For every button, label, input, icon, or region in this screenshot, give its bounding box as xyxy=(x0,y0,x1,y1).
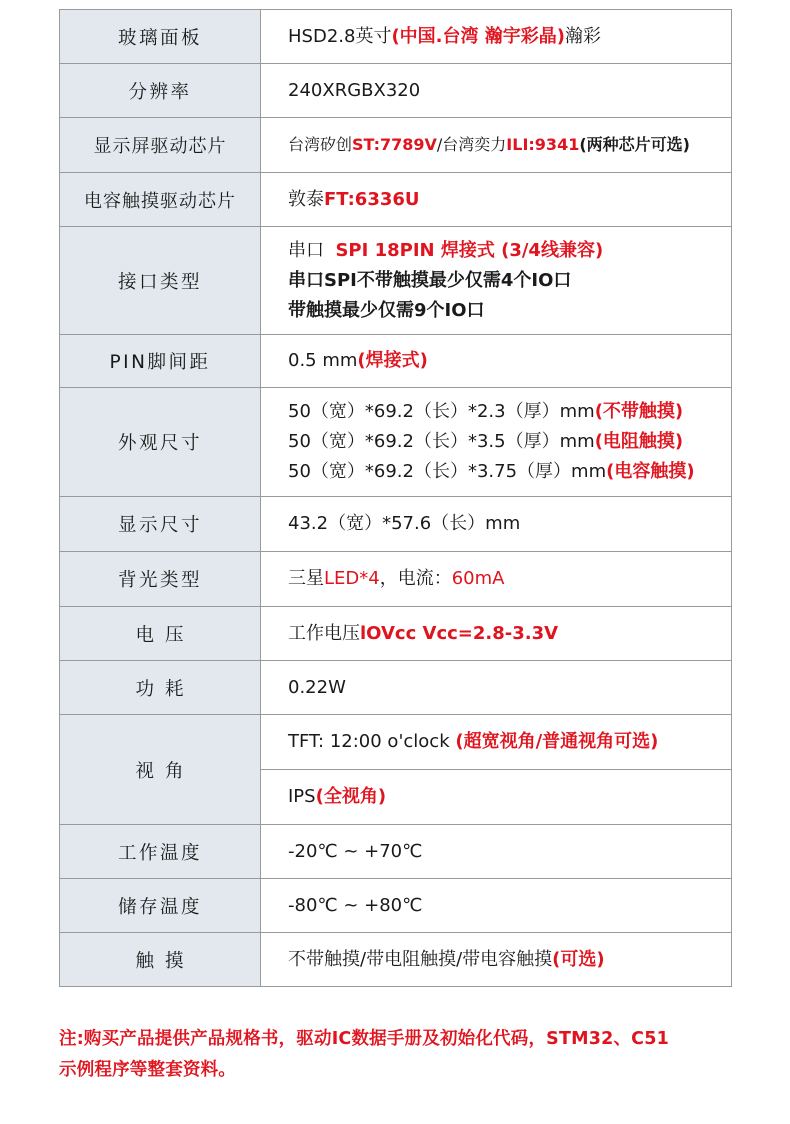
interface-line-3: 带触摸最少仅需9个IO口 xyxy=(288,299,485,321)
value-power: 0.22W xyxy=(261,661,732,715)
label-op-temp: 工作温度 xyxy=(60,825,261,879)
driver-note: (两种芯片可选) xyxy=(579,135,690,154)
row-power xyxy=(60,661,732,715)
label-driver: 显示屏驱动芯片 xyxy=(60,118,261,173)
label-touch-ic: 电容触摸驱动芯片 xyxy=(60,173,261,227)
panel-origin: (中国.台湾 瀚宇彩晶) xyxy=(391,25,566,47)
row-touch-ic xyxy=(60,173,732,227)
value-touch xyxy=(261,933,732,987)
viewing-tft: TFT: 12:00 o'clock xyxy=(288,731,450,752)
outline-note-2: (电阻触摸) xyxy=(594,431,684,452)
outline-note-1: (不带触摸) xyxy=(594,401,684,422)
value-panel xyxy=(261,10,732,64)
row-outline xyxy=(60,388,732,497)
row-backlight xyxy=(60,552,732,607)
driver-chip-1: ST:7789V xyxy=(352,135,437,154)
label-interface: 接口类型 xyxy=(60,227,261,335)
touch-ic-chip: FT:6336U xyxy=(324,188,420,210)
row-resolution xyxy=(60,64,732,118)
value-op-temp: -20℃ ~ +70℃ xyxy=(261,825,732,879)
label-backlight: 背光类型 xyxy=(60,552,261,607)
interface-line-1 xyxy=(288,236,731,266)
viewing-ips-note: (全视角) xyxy=(315,786,387,807)
interface-spec: SPI 18PIN 焊接式 (3/4线兼容) xyxy=(335,239,604,261)
voltage-label: 工作电压 xyxy=(288,622,360,644)
touch-ic-vendor: 敦泰 xyxy=(288,188,324,210)
footnote-line-2: 示例程序等整套资料。 xyxy=(59,1060,236,1080)
driver-vendor-1: 台湾矽创 xyxy=(288,135,353,154)
value-voltage xyxy=(261,607,732,661)
outline-dims-1: 50（宽）*69.2（长）*2.3（厚）mm xyxy=(288,401,595,422)
outline-dims-3: 50（宽）*69.2（长）*3.75（厚）mm xyxy=(288,461,607,482)
label-pitch: PIN脚间距 xyxy=(60,335,261,388)
backlight-current-label: ，电流： xyxy=(379,568,452,589)
label-outline: 外观尺寸 xyxy=(60,388,261,497)
row-interface xyxy=(60,227,732,335)
value-touch-ic xyxy=(261,173,732,227)
value-backlight xyxy=(261,552,732,607)
label-power: 功耗 xyxy=(60,661,261,715)
touch-optional: (可选) xyxy=(552,948,605,970)
row-st-temp xyxy=(60,879,732,933)
row-op-temp xyxy=(60,825,732,879)
touch-options: 不带触摸/带电阻触摸/带电容触摸 xyxy=(288,948,553,970)
outline-line-3 xyxy=(288,457,731,487)
row-display xyxy=(60,497,732,552)
label-st-temp: 储存温度 xyxy=(60,879,261,933)
panel-brand: 瀚彩 xyxy=(565,25,602,47)
label-display: 显示尺寸 xyxy=(60,497,261,552)
value-st-temp: -80℃ ~ +80℃ xyxy=(261,879,732,933)
label-panel: 玻璃面板 xyxy=(60,10,261,64)
spec-table xyxy=(59,9,732,987)
voltage-range: lOVcc Vcc=2.8-3.3V xyxy=(360,622,559,644)
row-driver xyxy=(60,118,732,173)
label-resolution: 分辨率 xyxy=(60,64,261,118)
interface-line-2: 串口SPI不带触摸最少仅需4个IO口 xyxy=(288,269,572,291)
panel-model: HSD2.8英寸 xyxy=(288,25,392,47)
footnote xyxy=(59,1024,749,1086)
value-driver xyxy=(261,118,732,173)
interface-type: 串口 xyxy=(288,239,324,261)
outline-line-2 xyxy=(288,427,731,457)
value-outline xyxy=(261,388,732,497)
row-touch xyxy=(60,933,732,987)
value-viewing-tft xyxy=(261,715,732,770)
outline-dims-2: 50（宽）*69.2（长）*3.5（厚）mm xyxy=(288,431,595,452)
label-touch: 触摸 xyxy=(60,933,261,987)
outline-line-1 xyxy=(288,397,731,427)
value-display: 43.2（宽）*57.6（长）mm xyxy=(261,497,732,552)
value-interface xyxy=(261,227,732,335)
backlight-led: LED*4 xyxy=(324,568,380,589)
row-viewing-tft xyxy=(60,715,732,770)
pitch-value: 0.5 mm xyxy=(288,350,358,371)
viewing-ips: IPS xyxy=(288,786,316,807)
label-viewing: 视角 xyxy=(60,715,261,825)
driver-chip-2: ILI:9341 xyxy=(506,135,580,154)
value-viewing-ips xyxy=(261,770,732,825)
driver-vendor-2: /台湾奕力 xyxy=(436,135,507,154)
row-pitch xyxy=(60,335,732,388)
value-resolution: 240XRGBX320 xyxy=(261,64,732,118)
footnote-line-1: 注:购买产品提供产品规格书，驱动IC数据手册及初始化代码，STM32、C51 xyxy=(59,1029,669,1049)
backlight-brand: 三星 xyxy=(288,568,324,589)
label-voltage: 电压 xyxy=(60,607,261,661)
outline-note-3: (电容触摸) xyxy=(606,461,695,482)
backlight-current: 60mA xyxy=(451,568,505,589)
value-pitch xyxy=(261,335,732,388)
pitch-note: (焊接式) xyxy=(357,350,428,371)
row-panel xyxy=(60,10,732,64)
row-voltage xyxy=(60,607,732,661)
viewing-tft-note: (超宽视角/普通视角可选) xyxy=(455,731,659,752)
